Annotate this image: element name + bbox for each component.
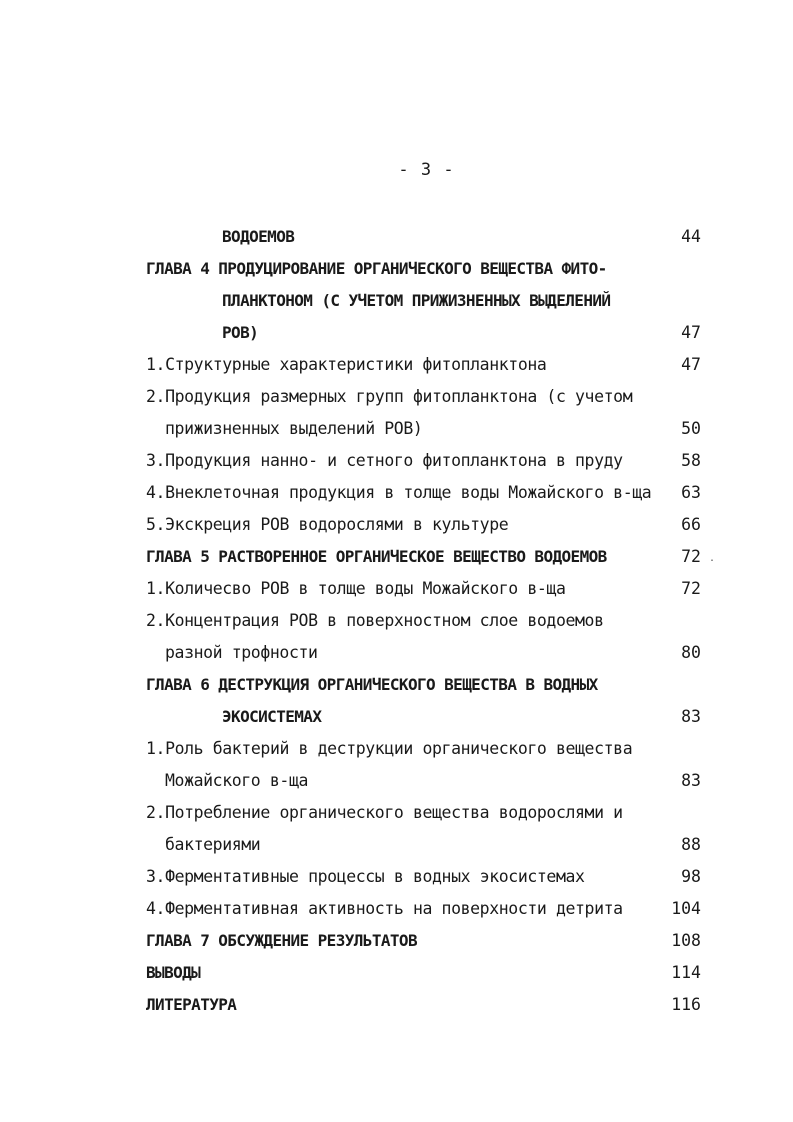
toc-entry-page: 58 bbox=[681, 451, 701, 470]
toc-entry bbox=[0, 861, 793, 893]
toc-entry bbox=[0, 573, 793, 605]
toc-entry bbox=[0, 285, 793, 317]
toc-entry bbox=[0, 349, 793, 381]
toc-entry-text: РОВ) bbox=[222, 323, 259, 342]
toc-entry-page: 72 bbox=[681, 579, 701, 598]
toc-entry bbox=[0, 221, 793, 253]
toc-entry-text: ГЛАВА 7 ОБСУЖДЕНИЕ РЕЗУЛЬТАТОВ bbox=[146, 931, 417, 950]
toc-entry-page: 88 bbox=[681, 835, 701, 854]
toc-entry-text: ЛИТЕРАТУРА bbox=[146, 995, 237, 1014]
chapter-heading bbox=[0, 989, 793, 1021]
toc-entry-page: 47 bbox=[681, 355, 701, 374]
chapter-heading bbox=[0, 541, 793, 573]
toc-entry-page: 98 bbox=[681, 867, 701, 886]
toc-entry-page: 108 bbox=[671, 931, 701, 950]
toc-entry bbox=[0, 637, 793, 669]
toc-entry bbox=[0, 893, 793, 925]
toc-entry-page: 63 bbox=[681, 483, 701, 502]
toc-entry-text: ВОДОЕМОВ bbox=[222, 227, 295, 246]
toc-entry-text: ЭКОСИСТЕМАХ bbox=[222, 707, 322, 726]
toc-entry-page: 72 bbox=[681, 547, 701, 566]
toc-entry-page: 83 bbox=[681, 771, 701, 790]
toc-entry-text: 1.Количесво РОВ в толще воды Можайского в-ща bbox=[146, 579, 566, 598]
toc-entry bbox=[0, 797, 793, 829]
toc-entry bbox=[0, 477, 793, 509]
toc-entry-text: ГЛАВА 5 РАСТВОРЕННОЕ ОРГАНИЧЕСКОЕ ВЕЩЕСТВО ВОДОЕМОВ bbox=[146, 547, 607, 566]
toc-entry-text: 3.Продукция нанно- и сетного фитопланктона в пруду bbox=[146, 451, 623, 470]
toc-entry bbox=[0, 317, 793, 349]
chapter-heading bbox=[0, 925, 793, 957]
toc-entry-text: 2.Концентрация РОВ в поверхностном слое водоемов bbox=[146, 611, 604, 630]
toc-entry-text: 1.Роль бактерий в деструкции органического вещества bbox=[146, 739, 633, 758]
toc-entry-text: ВЫВОДЫ bbox=[146, 963, 201, 982]
page-number: - 3 - bbox=[398, 160, 455, 180]
chapter-heading bbox=[0, 253, 793, 285]
toc-entry-text: 2.Продукция размерных групп фитопланктона (с учетом bbox=[146, 387, 633, 406]
toc-entry-page: 47 bbox=[681, 323, 701, 342]
toc-entry-page: 116 bbox=[671, 995, 701, 1014]
toc-entry bbox=[0, 605, 793, 637]
toc-entry-text: ПЛАНКТОНОМ (С УЧЕТОМ ПРИЖИЗНЕННЫХ ВЫДЕЛЕНИЙ bbox=[222, 291, 611, 310]
toc-entry-text: бактериями bbox=[165, 835, 261, 854]
toc-entry-text: 5.Экскреция РОВ водорослями в культуре bbox=[146, 515, 509, 534]
toc-entry bbox=[0, 733, 793, 765]
toc-entry-text: 3.Ферментативные процессы в водных экосистемах bbox=[146, 867, 585, 886]
toc-entry-page: 114 bbox=[671, 963, 701, 982]
toc-entry bbox=[0, 445, 793, 477]
toc-entry-page: 44 bbox=[681, 227, 701, 246]
stray-mark: . bbox=[709, 553, 716, 564]
toc-entry bbox=[0, 765, 793, 797]
toc-entry bbox=[0, 701, 793, 733]
toc-entry-text: прижизненных выделений РОВ) bbox=[165, 419, 423, 438]
chapter-heading bbox=[0, 669, 793, 701]
toc-entry bbox=[0, 381, 793, 413]
toc-entry-text: Можайского в-ща bbox=[165, 771, 309, 790]
toc-entry-page: 50 bbox=[681, 419, 701, 438]
toc-entry-page: 80 bbox=[681, 643, 701, 662]
toc-entry-text: 4.Внеклеточная продукция в толще воды Можайского в-ща bbox=[146, 483, 652, 502]
toc-entry-text: разной трофности bbox=[165, 643, 318, 662]
toc-entry-text: 4.Ферментативная активность на поверхности детрита bbox=[146, 899, 623, 918]
toc-entry-page: 83 bbox=[681, 707, 701, 726]
toc-entry bbox=[0, 413, 793, 445]
toc-entry-text: ГЛАВА 4 ПРОДУЦИРОВАНИЕ ОРГАНИЧЕСКОГО ВЕЩЕСТВА ФИТО- bbox=[146, 259, 607, 278]
toc-entry-text: 2.Потребление органического вещества водорослями и bbox=[146, 803, 623, 822]
toc-entry-page: 66 bbox=[681, 515, 701, 534]
chapter-heading bbox=[0, 957, 793, 989]
toc-entry-text: ГЛАВА 6 ДЕСТРУКЦИЯ ОРГАНИЧЕСКОГО ВЕЩЕСТВА В ВОДНЫХ bbox=[146, 675, 598, 694]
toc-entry-text: 1.Структурные характеристики фитопланктона bbox=[146, 355, 547, 374]
toc-entry-page: 104 bbox=[671, 899, 701, 918]
toc-entry bbox=[0, 829, 793, 861]
toc-entry bbox=[0, 509, 793, 541]
